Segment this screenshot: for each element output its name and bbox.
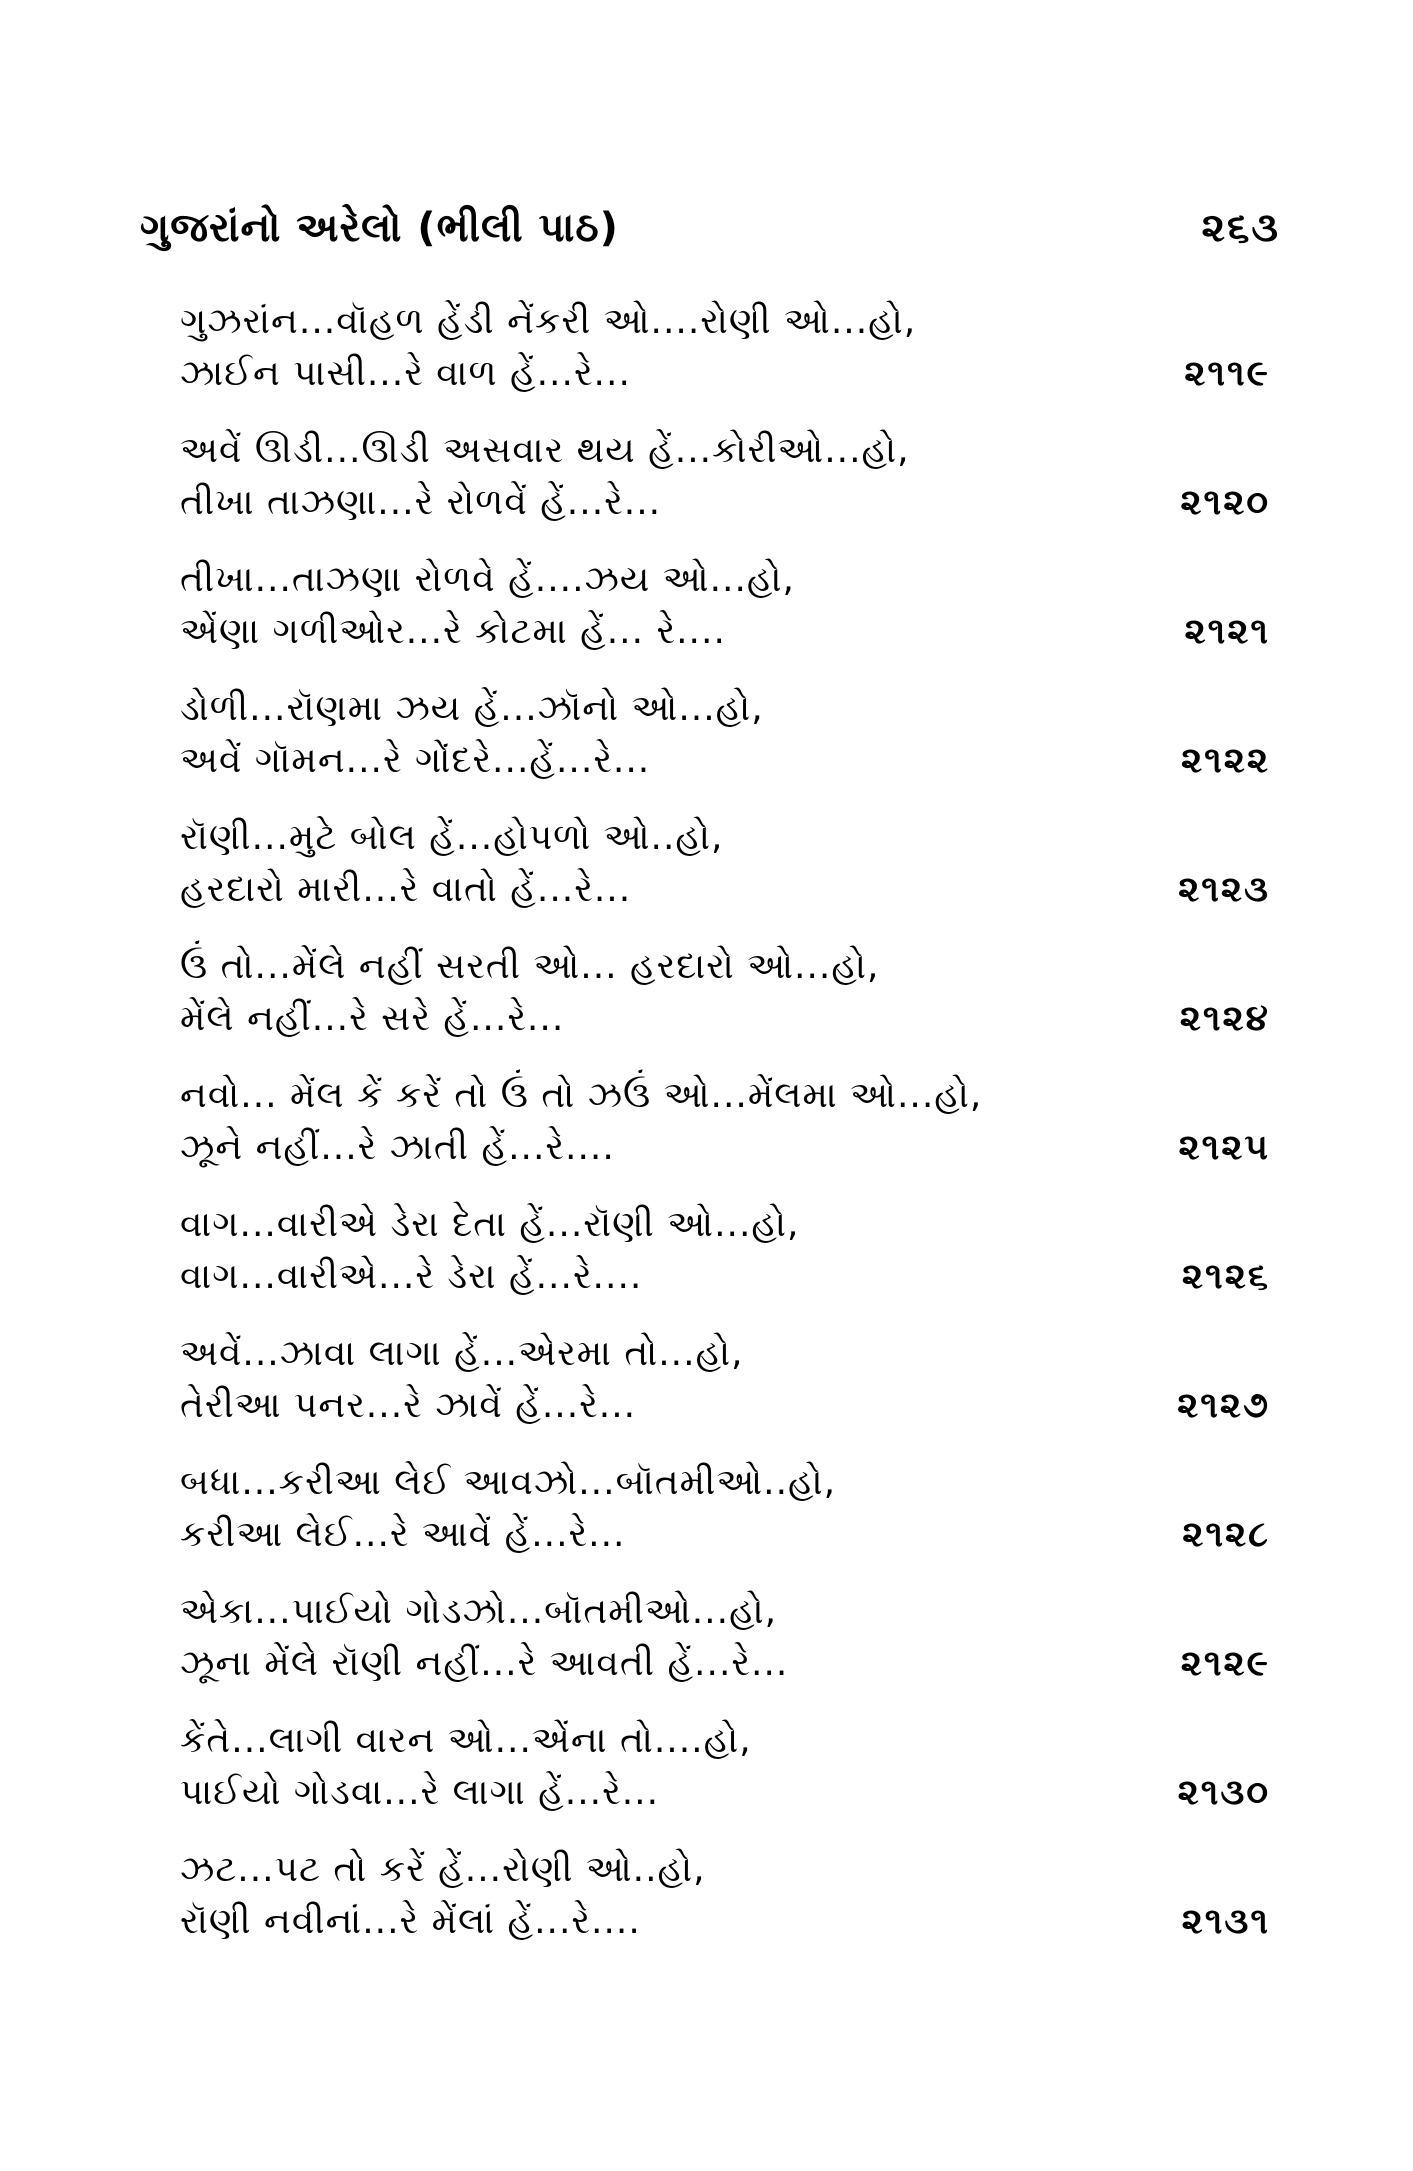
verse-line-2: ઝાઈન પાસી...રે વાળ હેં...રે... — [180, 353, 631, 394]
verse-number: ૨૧૨૭ — [1177, 1385, 1270, 1426]
verse-line-1: બધા...કરીઆ લેઈ આવઝો...બૉતમીઓ..હો, — [180, 1462, 837, 1503]
page-number: ૨૬૩ — [1201, 205, 1280, 251]
verse-block — [180, 296, 1270, 425]
verse-line-1: અવેં...ઝાવા લાગા હેં...એરમા તો...હો, — [180, 1333, 744, 1374]
verse-line-1: અવેં ઊડી...ઊડી અસવાર થય હેં...કોરીઓ...હો, — [180, 430, 910, 471]
verse-line-2: તેરીઆ પનર...રે ઝાવેં હેં...રે... — [180, 1385, 637, 1426]
verse-block — [180, 1328, 1270, 1457]
verse-line-2: ઝૂના મેંલે રૉણી નહીં...રે આવતી હેં...રે... — [180, 1643, 789, 1684]
verse-line-1: ગુઝરાંન...વૉહળ હેંડી નેંકરી ઓ....રોણી ઓ...હો, — [180, 301, 917, 342]
verse-block — [180, 1844, 1270, 1973]
verse-number: ૨૧૨૬ — [1181, 1256, 1270, 1297]
verse-line-2: વાગ...વારીએ...રે ડેરા હેં...રે.... — [180, 1256, 643, 1297]
verse-line-1: ડોળી...રૉણમા ઝય હેં...ઝૉનો ઓ...હો, — [180, 688, 764, 729]
verse-list — [180, 296, 1270, 1973]
verse-number: ૨૧૩૧ — [1181, 1901, 1270, 1942]
verse-line-2: કરીઆ લેઈ...રે આવેં હેં...રે... — [180, 1514, 626, 1555]
verse-line-1: નવો... મેંલ કેં કરેં તો ઉં તો ઝઉં ઓ...મેંલમા ઓ...હો, — [180, 1075, 983, 1116]
verse-number: ૨૧૨૯ — [1180, 1643, 1270, 1684]
verse-number: ૨૧૨૨ — [1180, 740, 1270, 781]
verse-line-1: તીખા...તાઝણા રોળવે હેં....ઝય ઓ...હો, — [180, 559, 795, 600]
verse-number: ૨૧૨૪ — [1179, 998, 1270, 1039]
verse-block — [180, 554, 1270, 683]
verse-line-1: રૉણી...મુટે બોલ હેં...હોપળો ઓ..હો, — [180, 817, 724, 858]
page-header — [140, 205, 1280, 265]
verse-line-1: વાગ...વારીએ ડેરા દેતા હેં...રૉણી ઓ...હો, — [180, 1204, 800, 1245]
verse-line-2: પાઈયો ગોડવા...રે લાગા હેં...રે... — [180, 1772, 660, 1813]
running-title: ગુજરાંનો અરેલો (ભીલી પાઠ) — [140, 205, 619, 251]
verse-line-1: ઝટ...પટ તો કરેં હેં...રોણી ઓ..હો, — [180, 1849, 706, 1890]
verse-line-1: કેંતે...લાગી વારન ઓ...એંના તો....હો, — [180, 1720, 752, 1761]
verse-block — [180, 1586, 1270, 1715]
verse-block — [180, 1199, 1270, 1328]
verse-line-2: એંણા ગળીઓર...રે કોટમા હેં... રે.... — [180, 611, 726, 652]
verse-block — [180, 941, 1270, 1070]
verse-number: ૨૧૨૩ — [1178, 869, 1270, 910]
verse-number: ૨૧૩૦ — [1177, 1772, 1270, 1813]
verse-number: ૨૧૨૦ — [1180, 482, 1270, 523]
verse-number: ૨૧૧૯ — [1184, 353, 1270, 394]
verse-line-1: ઉં તો...મેંલે નહીં સરતી ઓ... હરદારો ઓ...હો, — [180, 946, 880, 987]
verse-block — [180, 425, 1270, 554]
verse-line-2: તીખા તાઝણા...રે રોળવેં હેં...રે... — [180, 482, 662, 523]
verse-number: ૨૧૨૮ — [1182, 1514, 1270, 1555]
verse-block — [180, 1457, 1270, 1586]
verse-block — [180, 812, 1270, 941]
verse-line-1: એકા...પાઈયો ગોડઝો...બૉતમીઓ...હો, — [180, 1591, 778, 1632]
verse-number: ૨૧૨૧ — [1184, 611, 1270, 652]
verse-block — [180, 683, 1270, 812]
verse-block — [180, 1715, 1270, 1844]
verse-line-2: રૉણી નવીનાં...રે મેંલાં હેં...રે.... — [180, 1901, 641, 1942]
verse-number: ૨૧૨૫ — [1178, 1127, 1270, 1168]
verse-line-2: ઝૂને નહીં...રે ઝાતી હેં...રે.... — [180, 1127, 615, 1168]
verse-block — [180, 1070, 1270, 1199]
verse-line-2: હરદારો મારી...રે વાતો હેં...રે... — [180, 869, 632, 910]
verse-line-2: મેંલે નહીં...રે સરે હેં...રે... — [180, 998, 565, 1039]
verse-line-2: અવેં ગૉમન...રે ગોંદરે...હેં...રે... — [180, 740, 651, 781]
